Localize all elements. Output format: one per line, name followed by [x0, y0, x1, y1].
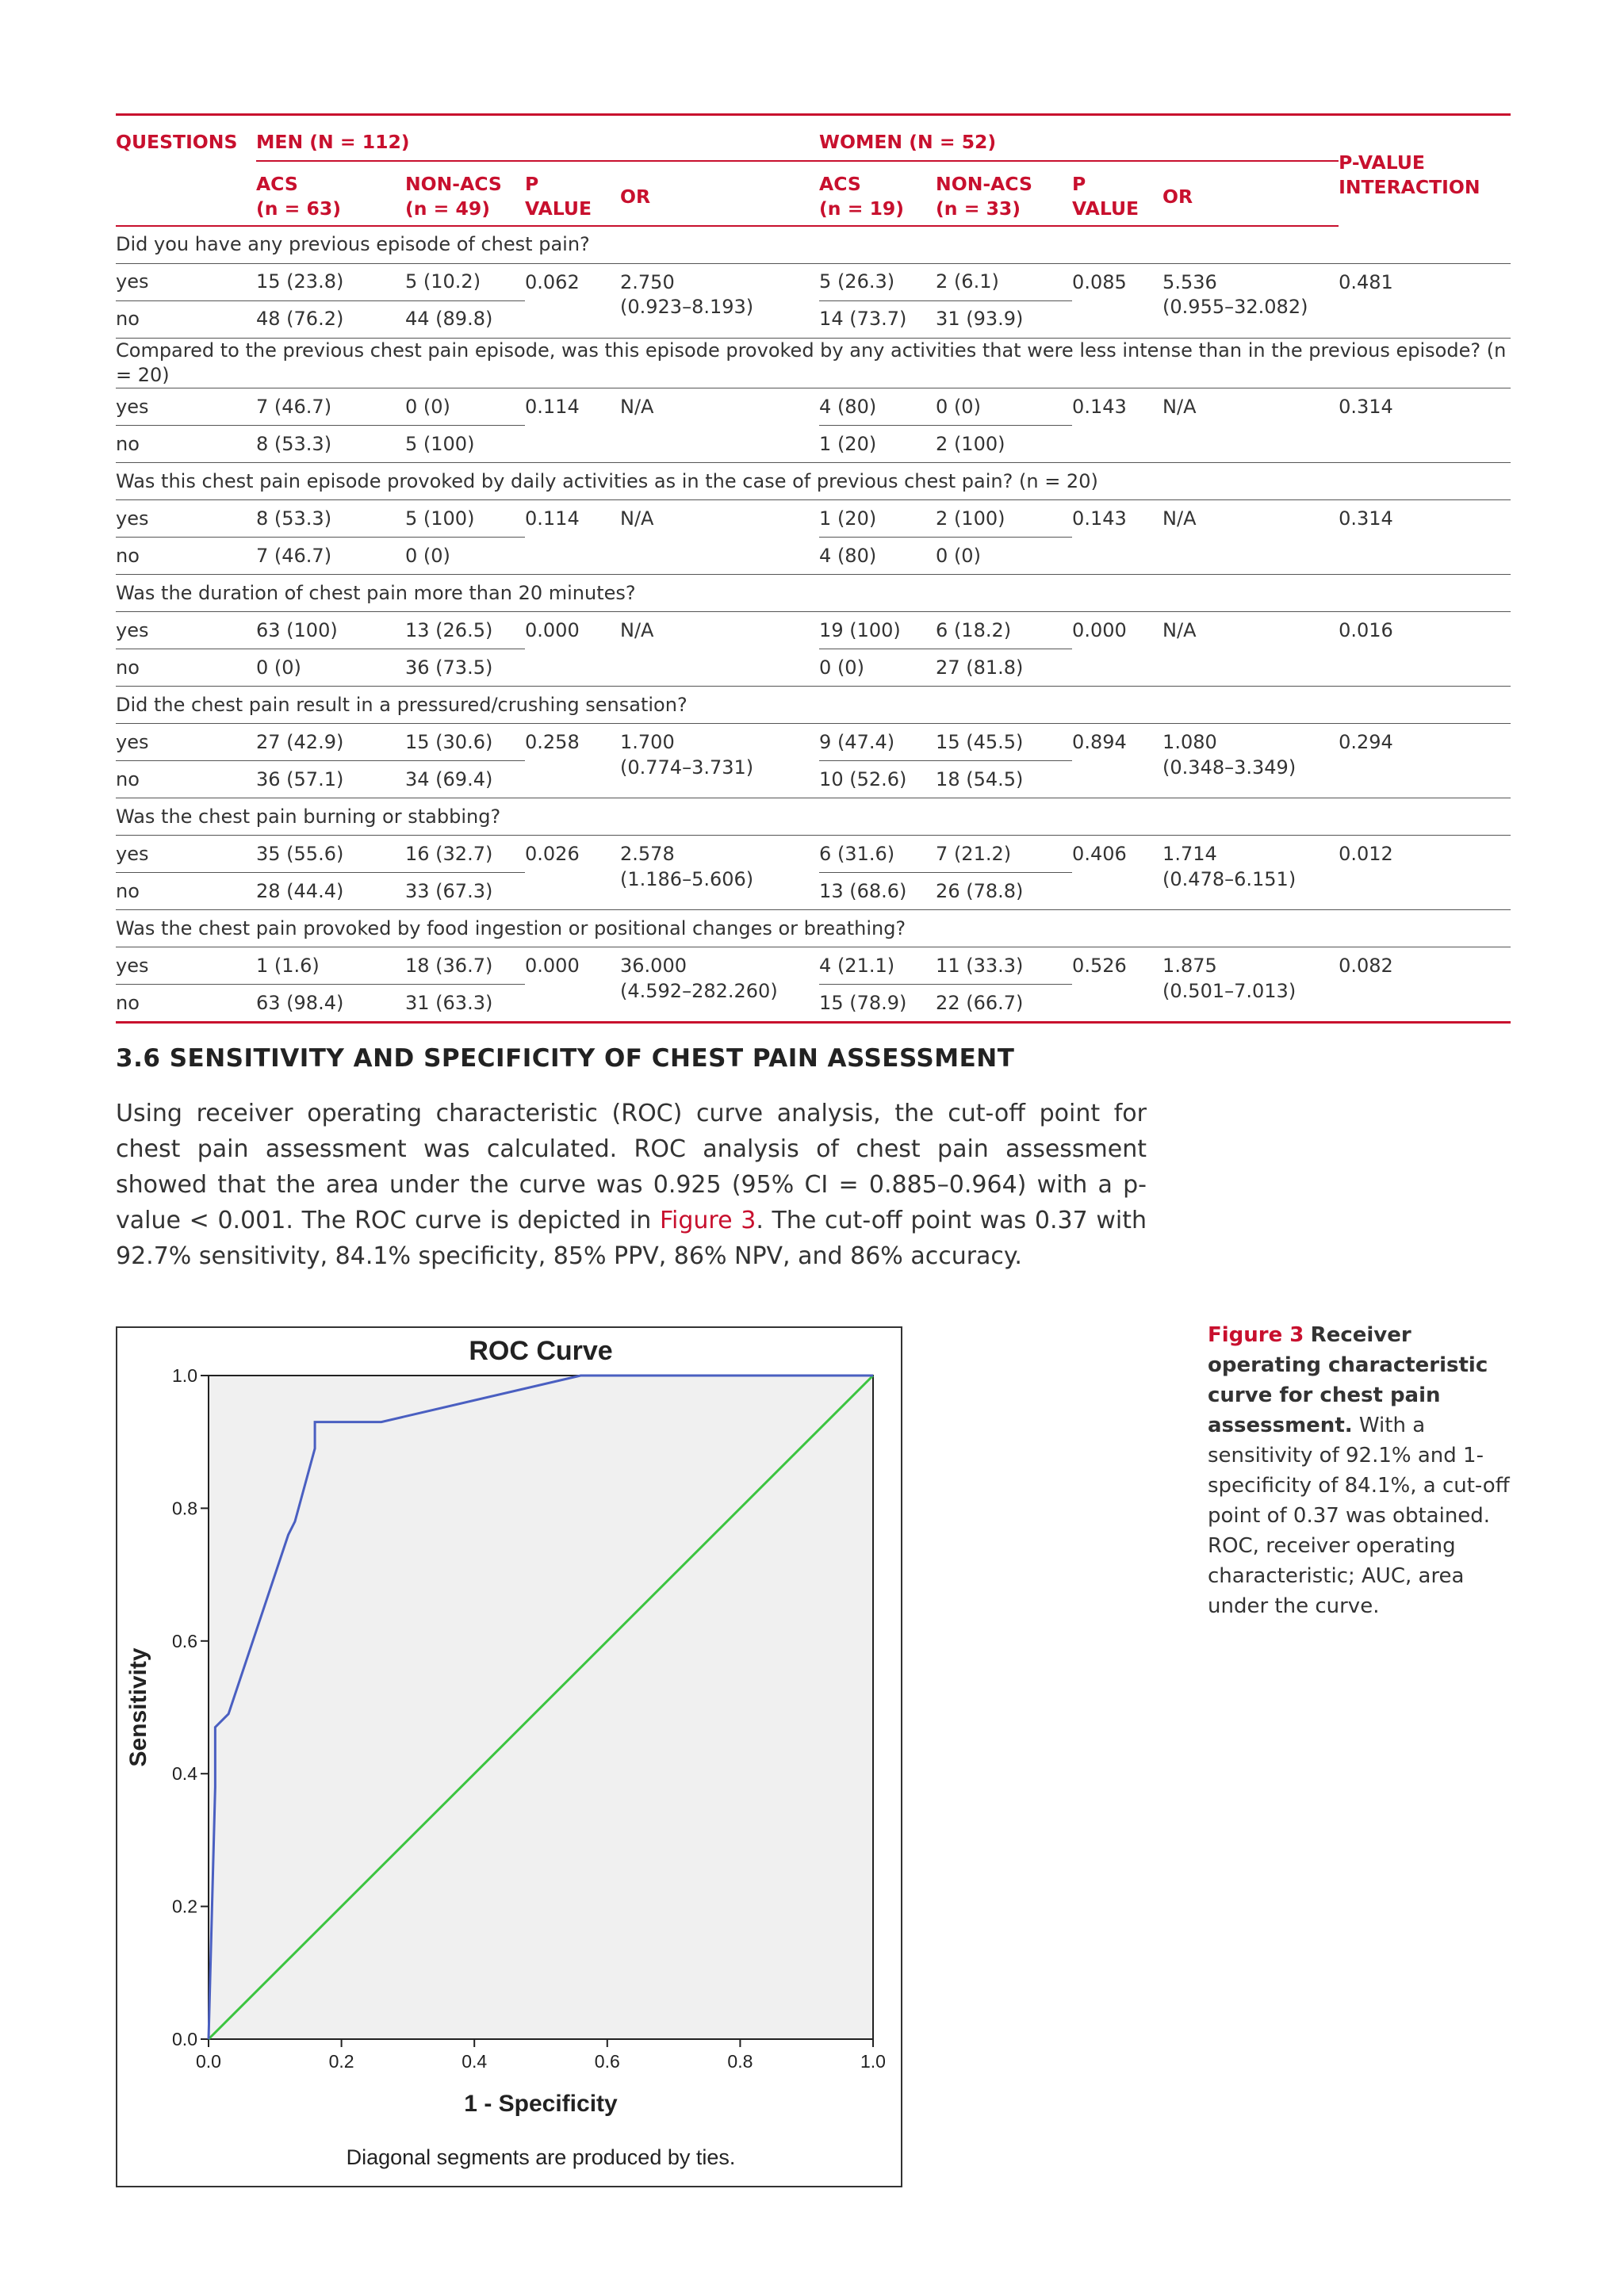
cell-w-or	[1162, 612, 1339, 687]
cell-w-acs: 10 (52.6)	[819, 761, 936, 798]
cell-m-non: 34 (69.4)	[405, 761, 525, 798]
row-label: yes	[116, 612, 256, 649]
y-tick-label: 0.8	[172, 1498, 197, 1519]
cell-pint: 0.294	[1339, 724, 1511, 798]
header-men-or: OR	[620, 161, 819, 226]
cell-m-acs: 15 (23.8)	[256, 264, 405, 301]
row-label: yes	[116, 500, 256, 538]
header-questions: QUESTIONS	[116, 115, 256, 162]
cell-m-p: 0.114	[525, 500, 620, 575]
cell-w-non: 27 (81.8)	[936, 649, 1072, 687]
cell-m-non: 16 (32.7)	[405, 836, 525, 873]
cell-m-acs: 48 (76.2)	[256, 301, 405, 339]
cell-w-non: 2 (100)	[936, 500, 1072, 538]
or-value: 36.000	[620, 955, 687, 978]
cell-m-p: 0.258	[525, 724, 620, 798]
or-value: 5.536	[1162, 271, 1217, 293]
cell-w-p: 0.894	[1072, 724, 1162, 798]
cell-pint: 0.481	[1339, 264, 1511, 339]
row-label: no	[116, 761, 256, 798]
or-value: N/A	[620, 619, 654, 642]
x-axis-label: 1 - Specificity	[464, 2091, 618, 2117]
or-ci: (0.923–8.193)	[620, 296, 754, 319]
header-women: WOMEN (N = 52)	[819, 115, 1339, 162]
cell-w-acs: 0 (0)	[819, 649, 936, 687]
cell-pint: 0.314	[1339, 500, 1511, 575]
cell-w-p: 0.143	[1072, 500, 1162, 575]
cell-m-acs: 8 (53.3)	[256, 426, 405, 463]
header-p-interaction: P-VALUE INTERACTION	[1339, 115, 1511, 227]
section-heading: 3.6 SENSITIVITY AND SPECIFICITY OF CHEST PAIN ASSESSMENT	[116, 1044, 1015, 1073]
or-value: 1.875	[1162, 955, 1217, 978]
header-men-nonacs: NON-ACS (n = 49)	[405, 161, 525, 226]
row-label: no	[116, 985, 256, 1023]
caption-text: With a sensitivity of 92.1% and 1-specificity of 84.1%, a cut-off point of 0.37 was obtained. ROC, receiver operating characteristic; AUC, area under the curve.	[1208, 1414, 1510, 1618]
cell-w-p: 0.085	[1072, 264, 1162, 339]
cell-w-non: 26 (78.8)	[936, 873, 1072, 910]
cell-m-non: 33 (67.3)	[405, 873, 525, 910]
cell-w-non: 2 (100)	[936, 426, 1072, 463]
chart-title: ROC Curve	[469, 1336, 613, 1366]
results-table-container	[116, 113, 1511, 1024]
x-tick-label: 0.0	[196, 2051, 221, 2072]
cell-w-p: 0.406	[1072, 836, 1162, 910]
cell-m-or	[620, 612, 819, 687]
cell-w-acs: 4 (80)	[819, 388, 936, 426]
cell-m-p: 0.000	[525, 947, 620, 1023]
x-tick-label: 0.6	[594, 2051, 620, 2072]
x-tick-label: 0.4	[462, 2051, 488, 2072]
header-men: MEN (N = 112)	[256, 115, 819, 162]
cell-m-acs: 28 (44.4)	[256, 873, 405, 910]
or-value: 1.080	[1162, 731, 1217, 754]
cell-m-acs: 27 (42.9)	[256, 724, 405, 761]
table-row	[116, 612, 1511, 649]
cell-m-acs: 7 (46.7)	[256, 388, 405, 426]
cell-m-non: 44 (89.8)	[405, 301, 525, 339]
table-row	[116, 500, 1511, 538]
row-label: no	[116, 301, 256, 339]
cell-w-p: 0.143	[1072, 388, 1162, 463]
or-value: N/A	[620, 507, 654, 530]
y-axis-label: Sensitivity	[125, 1647, 151, 1767]
cell-m-p: 0.062	[525, 264, 620, 339]
cell-m-non: 31 (63.3)	[405, 985, 525, 1023]
header-women-acs: ACS (n = 19)	[819, 161, 936, 226]
cell-m-or	[620, 947, 819, 1023]
cell-m-acs: 63 (100)	[256, 612, 405, 649]
cell-w-non: 18 (54.5)	[936, 761, 1072, 798]
y-tick-label: 0.6	[172, 1630, 197, 1651]
cell-w-non: 11 (33.3)	[936, 947, 1072, 985]
or-ci: (0.955–32.082)	[1162, 296, 1308, 319]
cell-w-non: 15 (45.5)	[936, 724, 1072, 761]
header-empty	[116, 161, 256, 226]
row-label: yes	[116, 836, 256, 873]
cell-w-p: 0.000	[1072, 612, 1162, 687]
header-women-or: OR	[1162, 161, 1339, 226]
cell-m-non: 5 (10.2)	[405, 264, 525, 301]
cell-m-or	[620, 724, 819, 798]
row-label: yes	[116, 264, 256, 301]
cell-w-non: 0 (0)	[936, 388, 1072, 426]
cell-m-non: 5 (100)	[405, 426, 525, 463]
cell-m-non: 0 (0)	[405, 388, 525, 426]
chart-footnote: Diagonal segments are produced by ties.	[346, 2145, 736, 2169]
cell-m-acs: 63 (98.4)	[256, 985, 405, 1023]
cell-m-non: 0 (0)	[405, 538, 525, 575]
cell-w-non: 0 (0)	[936, 538, 1072, 575]
or-ci: (1.186–5.606)	[620, 867, 754, 890]
cell-w-or	[1162, 500, 1339, 575]
caption-figure-label: Figure 3	[1208, 1323, 1304, 1347]
row-label: no	[116, 873, 256, 910]
cell-m-p: 0.000	[525, 612, 620, 687]
cell-pint: 0.082	[1339, 947, 1511, 1023]
cell-w-acs: 15 (78.9)	[819, 985, 936, 1023]
row-label: yes	[116, 724, 256, 761]
cell-m-non: 15 (30.6)	[405, 724, 525, 761]
or-value: 2.750	[620, 271, 675, 293]
x-tick-label: 0.2	[328, 2051, 354, 2072]
y-tick-label: 0.2	[172, 1896, 197, 1917]
cell-w-non: 22 (66.7)	[936, 985, 1072, 1023]
header-women-p: P VALUE	[1072, 161, 1162, 226]
cell-m-acs: 36 (57.1)	[256, 761, 405, 798]
question-row: Did the chest pain result in a pressured/crushing sensation?	[116, 687, 1511, 724]
cell-w-acs: 4 (80)	[819, 538, 936, 575]
x-tick-label: 0.8	[727, 2051, 753, 2072]
question-row: Was the chest pain provoked by food ingestion or positional changes or breathing?	[116, 910, 1511, 947]
cell-m-acs: 1 (1.6)	[256, 947, 405, 985]
row-label: no	[116, 426, 256, 463]
cell-w-or	[1162, 264, 1339, 339]
or-value: N/A	[1162, 619, 1197, 642]
cell-m-acs: 35 (55.6)	[256, 836, 405, 873]
y-tick-label: 0.4	[172, 1763, 197, 1785]
cell-m-acs: 7 (46.7)	[256, 538, 405, 575]
cell-w-acs: 14 (73.7)	[819, 301, 936, 339]
cell-w-acs: 13 (68.6)	[819, 873, 936, 910]
table-row	[116, 947, 1511, 985]
cell-w-acs: 1 (20)	[819, 426, 936, 463]
or-value: N/A	[620, 396, 654, 419]
table-row	[116, 836, 1511, 873]
cell-m-p: 0.026	[525, 836, 620, 910]
cell-w-acs: 19 (100)	[819, 612, 936, 649]
table-row	[116, 724, 1511, 761]
results-table	[116, 113, 1511, 1024]
question-row: Was the chest pain burning or stabbing?	[116, 798, 1511, 836]
cell-m-or	[620, 500, 819, 575]
cell-w-acs: 9 (47.4)	[819, 724, 936, 761]
cell-m-or	[620, 388, 819, 463]
or-ci: (0.501–7.013)	[1162, 979, 1297, 1002]
header-men-acs: ACS (n = 63)	[256, 161, 405, 226]
cell-m-non: 5 (100)	[405, 500, 525, 538]
cell-pint: 0.016	[1339, 612, 1511, 687]
question-row: Compared to the previous chest pain episode, was this episode provoked by any activities that were less intense than in the previous episode? (n = 20)	[116, 339, 1511, 388]
header-women-nonacs: NON-ACS (n = 33)	[936, 161, 1072, 226]
cell-w-or	[1162, 836, 1339, 910]
cell-w-or	[1162, 388, 1339, 463]
x-tick-label: 1.0	[860, 2051, 886, 2072]
cell-pint: 0.012	[1339, 836, 1511, 910]
cell-w-or	[1162, 947, 1339, 1023]
cell-w-or	[1162, 724, 1339, 798]
cell-w-p: 0.526	[1072, 947, 1162, 1023]
question-row: Was this chest pain episode provoked by daily activities as in the case of previous chest pain? (n = 20)	[116, 463, 1511, 500]
caption-title: Receiver operating characteristic curve for chest pain assessment.	[1208, 1323, 1488, 1437]
or-value: 2.578	[620, 843, 675, 866]
cell-w-non: 2 (6.1)	[936, 264, 1072, 301]
y-tick-label: 0.0	[172, 2029, 197, 2049]
cell-w-non: 31 (93.9)	[936, 301, 1072, 339]
or-ci: (4.592–282.260)	[620, 979, 778, 1002]
cell-w-acs: 6 (31.6)	[819, 836, 936, 873]
row-label: no	[116, 649, 256, 687]
figure-caption	[1208, 1320, 1517, 1621]
cell-m-or	[620, 264, 819, 339]
cell-m-non: 36 (73.5)	[405, 649, 525, 687]
y-tick-label: 1.0	[172, 1365, 197, 1386]
cell-w-acs: 4 (21.1)	[819, 947, 936, 985]
figure-link[interactable]: Figure 3	[659, 1207, 756, 1234]
cell-w-non: 7 (21.2)	[936, 836, 1072, 873]
section-paragraph: Using receiver operating characteristic (ROC) curve analysis, the cut-off point for chest pain assessment was calculated. ROC analysis of chest pain assessment showed that the area under the curve was 0.925 (95% CI = 0.885–0.964) with a p-value < 0.001. The ROC curve is depicted in Figure 3. The cut-off point was 0.37 with 92.7% sensitivity, 84.1% specificity, 85% PPV, 86% NPV, and 86% accuracy.	[116, 1100, 1147, 1270]
table-row	[116, 388, 1511, 426]
row-label: yes	[116, 388, 256, 426]
question-row: Was the duration of chest pain more than 20 minutes?	[116, 575, 1511, 612]
or-value: N/A	[1162, 396, 1197, 419]
cell-m-non: 18 (36.7)	[405, 947, 525, 985]
roc-chart	[117, 1328, 901, 2186]
or-ci: (0.774–3.731)	[620, 756, 754, 779]
row-label: yes	[116, 947, 256, 985]
cell-m-non: 13 (26.5)	[405, 612, 525, 649]
or-ci: (0.348–3.349)	[1162, 756, 1297, 779]
cell-pint: 0.314	[1339, 388, 1511, 463]
cell-m-p: 0.114	[525, 388, 620, 463]
or-value: N/A	[1162, 507, 1197, 530]
or-value: 1.700	[620, 731, 675, 754]
or-ci: (0.478–6.151)	[1162, 867, 1297, 890]
cell-m-acs: 0 (0)	[256, 649, 405, 687]
table-row	[116, 264, 1511, 301]
or-value: 1.714	[1162, 843, 1217, 866]
header-men-p: P VALUE	[525, 161, 620, 226]
cell-m-or	[620, 836, 819, 910]
question-row: Did you have any previous episode of chest pain?	[116, 226, 1511, 264]
row-label: no	[116, 538, 256, 575]
cell-m-acs: 8 (53.3)	[256, 500, 405, 538]
cell-w-acs: 1 (20)	[819, 500, 936, 538]
roc-figure	[116, 1326, 902, 2187]
cell-w-non: 6 (18.2)	[936, 612, 1072, 649]
cell-w-acs: 5 (26.3)	[819, 264, 936, 301]
